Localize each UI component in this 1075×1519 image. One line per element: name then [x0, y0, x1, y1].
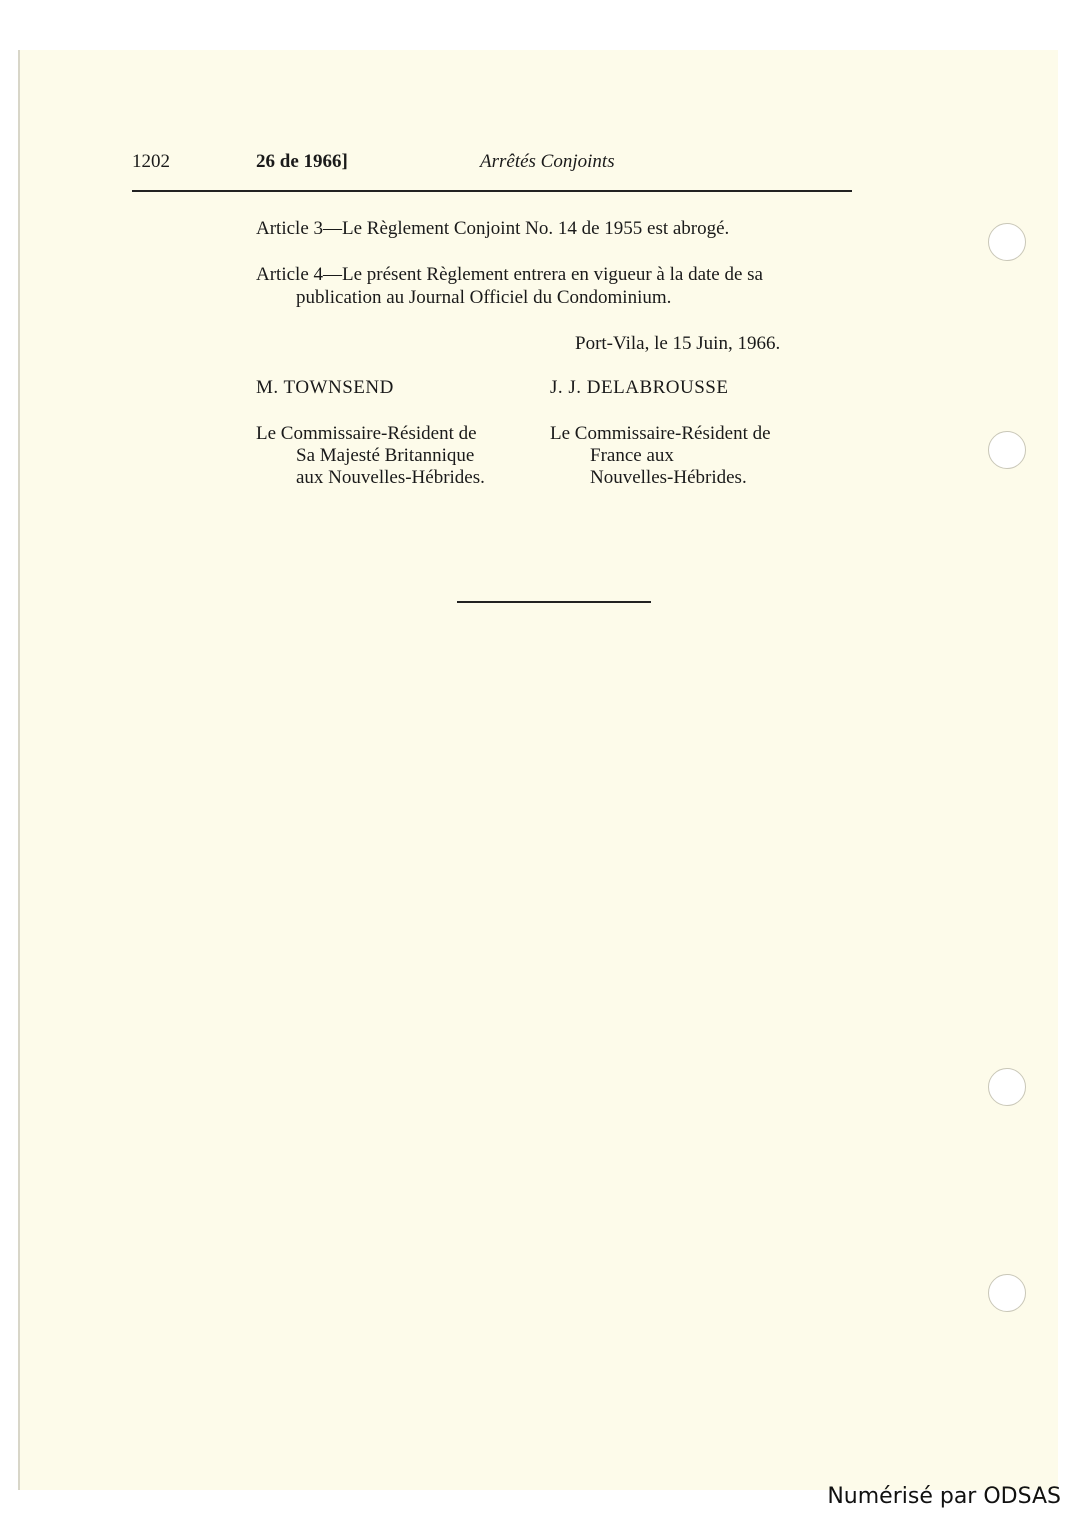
digitization-watermark: Numérisé par ODSAS — [827, 1484, 1061, 1509]
punch-hole-icon — [988, 1068, 1026, 1106]
place-and-date: Port-Vila, le 15 Juin, 1966. — [575, 333, 781, 354]
punch-hole-icon — [988, 223, 1026, 261]
title-right-line-1: Le Commissaire-Résident de — [550, 423, 771, 444]
article-3: Article 3—Le Règlement Conjoint No. 14 de 1955 est abrogé. — [256, 218, 730, 239]
end-rule — [457, 601, 651, 603]
signatory-name-left: M. TOWNSEND — [256, 377, 394, 398]
article-4 — [256, 263, 763, 309]
punch-hole-icon — [988, 1274, 1026, 1312]
signatory-title-left — [256, 423, 485, 489]
article-4-line-1: Article 4—Le présent Règlement entrera en vigueur à la date de sa — [256, 264, 763, 285]
signatory-title-right — [550, 423, 771, 489]
title-left-line-1: Le Commissaire-Résident de — [256, 423, 477, 444]
title-left-line-3: aux Nouvelles-Hébrides. — [296, 467, 485, 488]
title-right-line-2: France aux — [590, 445, 674, 466]
series-reference: 26 de 1966] — [256, 151, 348, 172]
signatory-name-right: J. J. DELABROUSSE — [550, 377, 729, 398]
document-page — [18, 50, 1058, 1490]
title-left-line-2: Sa Majesté Britannique — [296, 445, 475, 466]
page-number: 1202 — [132, 151, 170, 172]
article-4-line-2: publication au Journal Officiel du Condominium. — [296, 287, 672, 308]
punch-hole-icon — [988, 431, 1026, 469]
title-right-line-3: Nouvelles-Hébrides. — [590, 467, 747, 488]
running-title: Arrêtés Conjoints — [480, 151, 615, 172]
header-rule — [132, 190, 852, 192]
